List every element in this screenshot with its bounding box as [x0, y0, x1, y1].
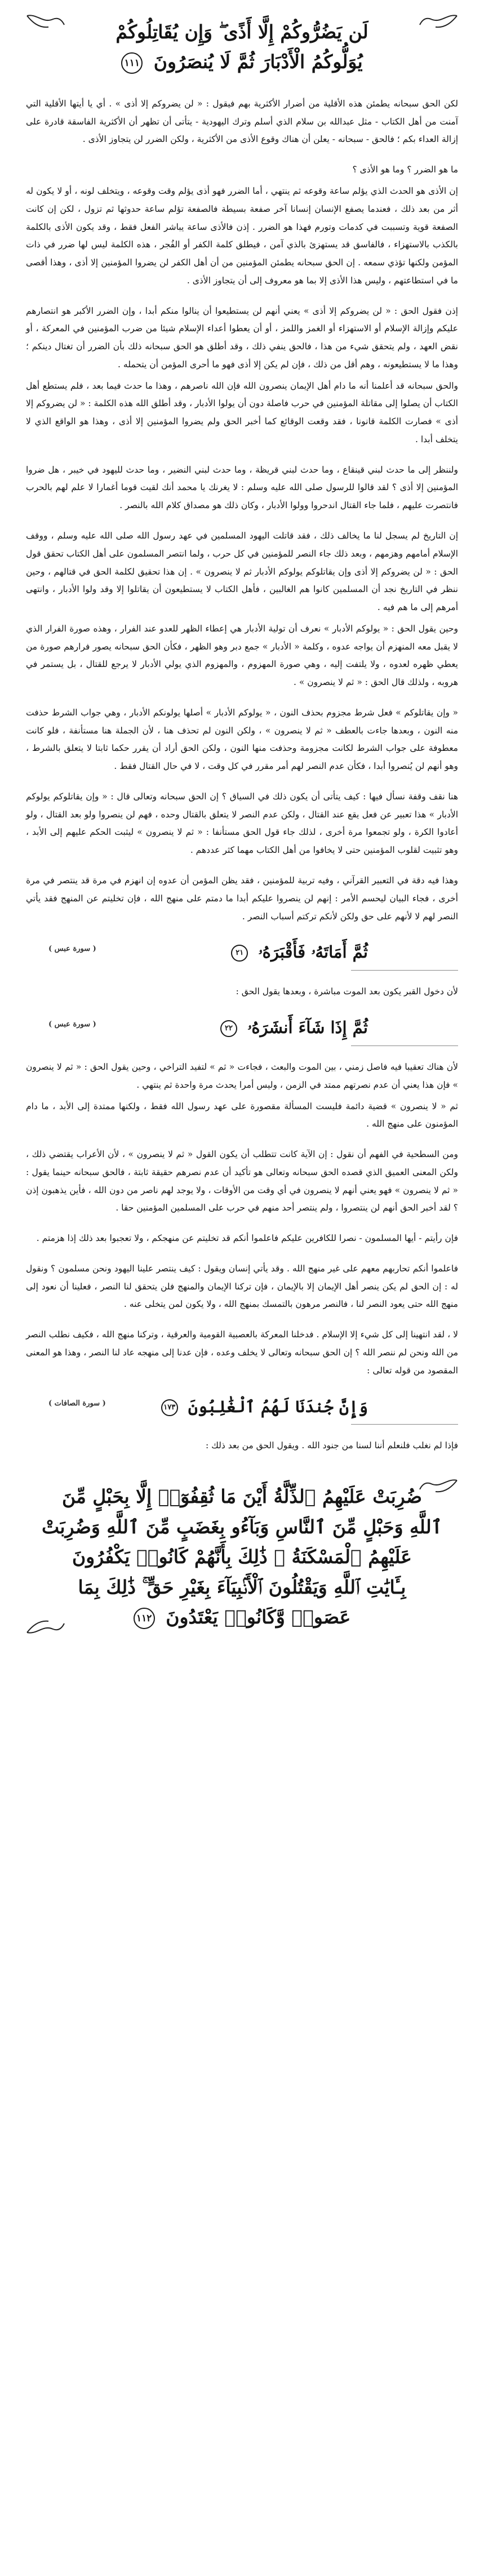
- divider: [351, 1045, 458, 1046]
- commentary-section-9: [26, 1058, 458, 1133]
- snippet-text: ثُمَّ أَمَاتَهُۥ فَأَقْبَرَهُۥ: [258, 942, 368, 962]
- header-verse-line-2: [37, 47, 447, 77]
- closing-verse: [26, 1477, 458, 1635]
- commentary-section-4: [26, 461, 458, 515]
- commentary-section-3: [26, 302, 458, 449]
- paragraph: « وإن يقاتلوكم » فعل شرط مجزوم بحذف النون ، « يولوكم الأدبار » أصلها يولونكم الأدبار ، وهي جواب الشرط حذفت منه النون ، وبعدها جاءت بالعطف « ثم لا ينصرون » ، ولكن النون لم تحذف هنا ، لأن الجملة هنا مستأنفة ، فلو كانت معطوفة على جواب الشرط لكانت مجزومة وحذفت منها النون ، ولكن الحق أراد أن يقرر حكما ثابتا لا يتعلق بالشرط ، وهو أنهم لن يُنصروا أبدا ، فكأن عدم النصر لهم أمر مقرر في كل وقت ، لا في حال القتال فقط .: [26, 707, 458, 772]
- paragraph: ثم « لا ينصرون » قضية دائمة فليست المسألة مقصورة على عهد رسول الله فقط ، ولكنها ممتدة إلى الأبد ، ما دام المؤمنون على منهج الله .: [26, 1101, 458, 1129]
- commentary-section-6: [26, 704, 458, 776]
- commentary-section-10: [26, 1146, 458, 1217]
- paragraph: فاعلموا أنكم تحاربهم معهم على غير منهج الله . وقد يأتي إنسان ويقول : كيف ينتصر علينا اليهود ونحن مسلمون ؟ ونقول له : إن الحق لم يكن ينصر أهل الإيمان إلا بالإيمان ، فإن تركنا الإيمان والمنهج فلن يتحقق لنا النصر ، فعلينا أن نعود إلى منهج الله حتى يعود النصر لنا ، فالنصر مرهون بالتمسك بمنهج الله ، ولا يكون لمن يتخلى عنه .: [26, 1263, 458, 1310]
- paragraph: إن الأذى هو الحدث الذي يؤلم ساعة وقوعه ثم ينتهي ، أما الضرر فهو أذى يؤلم وقت وقوعه ، ويتخلف لونه ، أو لا يكون له أثر من بعد ذلك ، فعندما يصفع الإنسان إنسانا آخر صفعة بسيطة فالصفعة تؤلم ساعة حدوثها ثم تزول ، لكن إن كانت الصفعة قوية وتسببت في كدمات وتورم فهذا هو الضرر . إذن فالأذى ساعة يباشر الفعل فقط ، وقد يكون الأذى بالكلمة بالكذب بالاستهزاء ، فالفاسق قد يستهزئ بالذي آمن ، فيطلق كلمة الكفر أو الفُجر ، هذه الكلمة ليس لها ضرر في ذات المؤمن ولكنها تؤذي سمعه . إن الحق سبحانه يطمئن المؤمنين من أن أهل الكفر لن يضروا المؤمنين إلا أذى ، وهذا أقصى ما في استطاعتهم ، وليس هذا الأذى إلا بما هو معروف إلى أن يتجاوز الأذى .: [26, 185, 458, 286]
- verse-number-badge: ١١١: [121, 52, 143, 74]
- closing-verse-line-4: بِـَٔايَٰتِ ٱللَّهِ وَيَقْتُلُونَ ٱلْأَنۢبِيَآءَ بِغَيْرِ حَقٍّ ۚ ذَٰلِكَ بِمَا: [78, 1576, 406, 1598]
- closing-verse-line-5: [37, 1602, 447, 1632]
- snippet-verse-number: ٢٢: [220, 1020, 237, 1037]
- paragraph: وهذا فيه دقة في التعبير القرآني ، وفيه تربية للمؤمنين ، فقد يظن المؤمن أن عدوه إن انهزم في مرة قد ينتصر في مرة أخرى ، فجاء البيان ليحسم الأمر : إنهم لن ينصروا عليكم أبدا ما دمتم على منهج الله ، فإن تخليتم عن المنهج فقد يأتي النصر لهم لا لأنهم على حق ولكن لأنكم تركتم أسباب النصر .: [26, 875, 458, 922]
- ornament-left-bottom-icon: [26, 1611, 65, 1636]
- commentary-section-7: [26, 788, 458, 860]
- quran-snippet-3: [26, 1392, 458, 1418]
- snippet-text: وَإِنَّ جُندَنَا لَهُمُ ٱلْغَٰلِبُونَ: [188, 1396, 368, 1416]
- paragraph: والحق سبحانه قد أعلمنا أنه ما دام أهل الإيمان ينصرون الله فإن الله ناصرهم ، وهذا ما حدث فيما بعد ، فلم يستطع أهل الكتاب أن يصلوا إلى مقاتلة المؤمنين في حرب فاصلة دون أن يولوا الأدبار ، وقد أطلق الله هذه الكلمة : « لن يضروكم إلا أذى » فصارت الكلمة قانونا ، فقد وقعت الوقائع كما أخبر الحق ولم يضروا المؤمنين إلا أذى ، وهذا هو الواقع الذي لا يتخلف أبدا .: [26, 380, 458, 444]
- paragraph: إن التاريخ لم يسجل لنا ما يخالف ذلك ، فقد قاتلت اليهود المسلمين في عهد رسول الله صلى الله عليه وسلم ، ووقف الإسلام أمامهم وهزمهم ، وبعد ذلك جاء النصر للمؤمنين في كل حرب ، ولما انتصر المسلمون على أهل الكتاب تحقق قول الحق : « لن يضروكم إلا أذى وإن يقاتلوكم يولوكم الأدبار ثم لا ينصرون » . إن هذا تحقيق لكلمة الحق في قتالهم ، وحين ننظر في التاريخ نجد أن المسلمين كانوا هم الغالبين ، فأهل الكتاب لا يستطيعون أن يقاتلوا إلا وقد ولوا الأدبار ، وانتهى أمرهم إلى ما هم فيه .: [26, 530, 458, 613]
- snippet-source: ( سورة الصافات ): [48, 1399, 106, 1408]
- snippet-3-note: [26, 1437, 458, 1455]
- divider: [351, 970, 458, 971]
- paragraph: فإذا لم نغلب فلنعلم أننا لسنا من جنود الله . ويقول الحق من بعد ذلك :: [205, 1440, 458, 1451]
- snippet-verse-number: ٢١: [231, 945, 248, 962]
- paragraph: ولننظر إلى ما حدث لبني قينقاع ، وما حدث لبني قريظة ، وما حدث لبني النضير ، وما حدث لليهود في خيبر ، هل ضروا المؤمنين إلا أذى ؟ لقد قالوا للرسول صلى الله عليه وسلم : لا يغرنك يا محمد أنك لقيت قوما أغمارا لا علم لهم بالحرب فانتصرت عليهم ، فلما جاء القتال اندحروا وولوا الأدبار ، وكان ذلك هو مصداق كلام الله بالنصر .: [26, 464, 458, 511]
- commentary-section-5: [26, 527, 458, 692]
- closing-verse-line-2: ٱللَّهِ وَحَبْلٍ مِّنَ ٱلنَّاسِ وَبَآءُو بِغَضَبٍ مِّنَ ٱللَّهِ وَضُرِبَتْ: [42, 1515, 442, 1538]
- paragraph: لأن دخول القبر يكون بعد الموت مباشرة ، وبعدها يقول الحق :: [236, 986, 458, 997]
- closing-verse-line-3: عَلَيْهِمُ ٱلْمَسْكَنَةُ ۚ ذَٰلِكَ بِأَنَّهُمْ كَانُوا۟ يَكْفُرُونَ: [72, 1546, 412, 1568]
- ornament-right-top-icon: [419, 1477, 458, 1502]
- header-verse-line-1: لَن يَضُرُّوكُمْ إِلَّا أَذًى ۖ وَإِن يُقَاتِلُوكُمْ: [116, 21, 368, 43]
- ornament-right-top-icon: [419, 12, 458, 37]
- commentary-section-13: [26, 1326, 458, 1380]
- paragraph: ما هو الضرر ؟ وما هو الأذى ؟: [352, 164, 458, 175]
- paragraph: فإن رأيتم - أيها المسلمون - نصرا للكافرين عليكم فاعلموا أنكم قد تخليتم عن منهجكم ، ولا تعجبوا بعد ذلك إذا هزمتم .: [36, 1233, 458, 1244]
- snippet-source: ( سورة عبس ): [48, 945, 96, 954]
- paragraph: لكن الحق سبحانه يطمئن هذه الأقلية من أضرار الأكثرية بهم فيقول : « لن يضروكم إلا أذى » . أي يا أيتها الأقلية التي آمنت من أهل الكتاب - مثل عبدالله بن سلام الذي أسلم وترك اليهودية - يتأتى أن تظهر أن الأكثرية الفاسقة قادرة على إزالة العداء بكم ؛ فالحق - سبحانه - يعلن أن هناك وقوع الأذى من الأكثرية ، ولكن الضرر لن يتجاوز الأذى .: [26, 98, 459, 145]
- header-verse-line-2-text: يُوَلُّوكُمُ الْأَدْبَارَ ثُمَّ لَا يُنصَرُونَ: [153, 51, 363, 73]
- snippet-source: ( سورة عبس ): [48, 1020, 96, 1029]
- snippet-text: ثُمَّ إِذَا شَآءَ أَنشَرَهُۥ: [247, 1018, 368, 1038]
- snippet-verse-number: ١٧٣: [161, 1399, 178, 1416]
- commentary-section-11: [26, 1230, 458, 1248]
- commentary-section-2: [26, 161, 458, 290]
- paragraph: هنا نقف وقفة نسأل فيها : كيف يتأتى أن يكون ذلك في السياق ؟ إن الحق سبحانه وتعالى قال : « وإن يقاتلوكم يولوكم الأدبار » هذا تعبير عن فعل يقع عند القتال ، ولكن عدم النصر لا يتعلق بالقتال وحده ، فهم لن ينصروا ولو بعد القتال ، ولو أعادوا الكرة ، ولو تجمعوا مرة أخرى ، لذلك جاء قول الحق مستأنفا : « ثم لا ينصرون » ليثبت الحكم عليهم إلى الأبد ، وهو تثبيت لقلوب المؤمنين حتى لا يخافوا من أهل الكتاب مهما كثر عددهم .: [26, 791, 458, 856]
- quran-snippet-1: [26, 938, 458, 964]
- paragraph: لا ، لقد انتهينا إلى كل شيء إلا الإسلام . فدخلنا المعركة بالعصبية القومية والعرقية ، وتركنا منهج الله ، فكيف نطلب النصر من الله ونحن لم ننصر الله ؟ إن الحق سبحانه وتعالى لا يخلف وعده ، فإن عدنا إلى منهجه عاد لنا النصر ، وهذا هو المعنى المقصود من قوله تعالى :: [26, 1329, 458, 1376]
- commentary-section-8: [26, 872, 458, 926]
- commentary-section-1: [26, 95, 458, 149]
- divider: [351, 1424, 458, 1425]
- paragraph: إذن فقول الحق : « لن يضروكم إلا أذى » يعني أنهم لن يستطيعوا أن ينالوا منكم أبدا ، وإن الضرر الأكبر هو انتصارهم عليكم وإزالة الإسلام أو الاستهزاء أو الغمز واللمز ، أو أن يعطوا أعداء الإسلام شيئا من ضرب المؤمنين في المعركة ، أو نقض العهد ، ولم يتحقق شيء من هذا ، فالحق ينفي ذلك ، وقد أطلق هو الحق سبحانه ذلك بأن الضرر أن تغتال دينكم ؛ وهذا ما لا يستطيعونه ، وهم أقل من ذلك ، فإن لم يكن إلا أذى فهو ما أحرى المؤمن أن يتحمله .: [26, 305, 458, 370]
- snippet-1-note: [26, 983, 458, 1001]
- quran-snippet-2: [26, 1013, 458, 1040]
- paragraph: لأن هناك تعقيبا فيه فاصل زمني ، بين الموت والبعث ، فجاءت « ثم » لتفيد التراخي ، وحين يقول الحق : « ثم لا ينصرون » فإن هذا يعني أن عدم نصرتهم ممتد في الزمن ، وليس أمرا يحدث مرة واحدة ثم ينتهي .: [26, 1062, 458, 1090]
- paragraph: وحين يقول الحق : « يولوكم الأدبار » نعرف أن تولية الأدبار هي إعطاء الظهر للعدو عند الفرار ، وهذه صورة الفرار الذي لا يقبل معه المنهزم أن يواجه عدوه ، وكلمة « الأدبار » جمع دبر وهو الظهر ، فكأن الحق سبحانه يصور فرارهم صورة من يعطي ظهره لعدوه ، ولا يلتفت إليه ، وهي صورة المهزوم ، والمهزوم الذي يولي الأدبار لا يرجع للقتال ، بل يستمر في هروبه ، ولذلك قال الحق : « ثم لا ينصرون » .: [26, 623, 458, 688]
- header-verse: [26, 12, 458, 81]
- verse-number-badge: ١١٢: [134, 1608, 155, 1629]
- commentary-section-12: [26, 1260, 458, 1314]
- ornament-left-top-icon: [26, 12, 65, 37]
- closing-verse-line-1: ضُرِبَتْ عَلَيْهِمُ ٱلذِّلَّةُ أَيْنَ مَا ثُقِفُوٓا۟ إِلَّا بِحَبْلٍ مِّنَ: [61, 1485, 423, 1508]
- closing-verse-line-5-text: عَصَوا۟ وَّكَانُوا۟ يَعْتَدُونَ: [166, 1606, 351, 1629]
- paragraph: ومن السطحية في الفهم أن نقول : إن الآية كانت تتطلب أن يكون القول « ثم لا ينصرون » ، لأن الأعراب يقتضي ذلك ، ولكن المعنى العميق الذي قصده الحق سبحانه وتعالى هو تأكيد أن عدم نصرهم حقيقة ثابتة ، فالحق سبحانه حينما يقول : « ثم لا ينصرون » فهو يعني أنهم لا ينصرون في أي وقت من الأوقات ، ولا يوجد لهم ناصر من دون الله ، فأين يذهبون إذن ؟ لقد أخبر الحق أنهم لن ينتصروا ، ولم ينتصر أحد منهم في حرب على المسلمين المؤمنين حقا .: [26, 1149, 458, 1213]
